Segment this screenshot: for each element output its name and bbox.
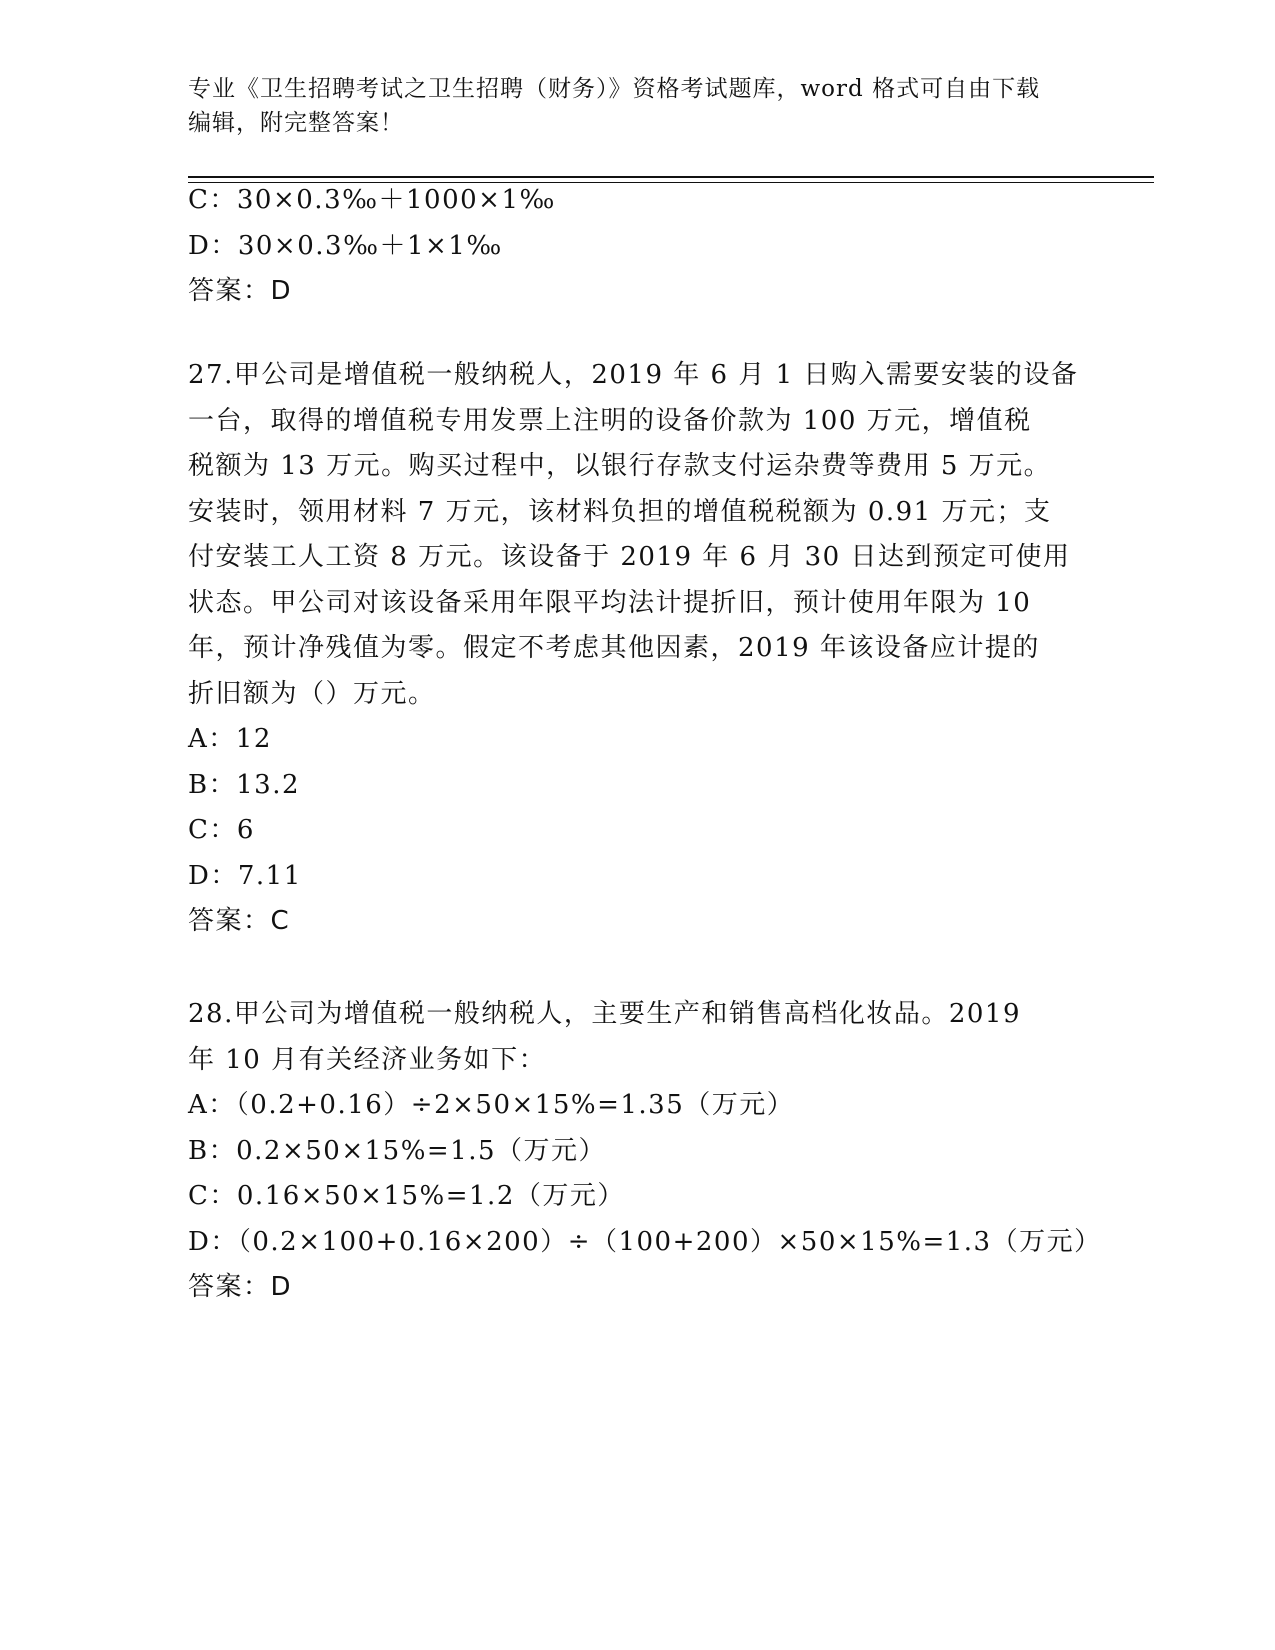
question-stem-line: 年，预计净残值为零。假定不考虑其他因素，2019 年该设备应计提的 [188,633,1040,663]
option-c: C：30×0.3‰＋1000×1‰ [188,185,556,215]
option-b: B：13.2 [188,769,300,800]
question-26-tail [188,178,1088,315]
header-line-2: 编辑，附完整答案！ [188,110,404,136]
question-stem-line: 付安装工人工资 8 万元。该设备于 2019 年 6 月 30 日达到预定可使用 [188,542,1071,572]
option-b: B：0.2×50×15%=1.5（万元） [188,1135,607,1166]
option-c: C：6 [188,815,255,845]
question-27 [188,353,1088,945]
option-d: D：（0.2×100+0.16×200）÷（100+200）×50×15%=1.3（万元） [188,1226,1102,1257]
answer-line: 答案：D [188,1272,293,1302]
document-header [188,72,1088,140]
answer-line: 答案：D [188,276,293,306]
option-d: D：30×0.3‰＋1×1‰ [188,230,503,261]
option-a: A：（0.2+0.16）÷2×50×15%=1.35（万元） [188,1090,795,1120]
question-stem-line: 状态。甲公司对该设备采用年限平均法计提折旧，预计使用年限为 10 [188,587,1032,618]
question-stem-line: 安装时，领用材料 7 万元，该材料负担的增值税税额为 0.91 万元；支 [188,496,1052,527]
option-d: D：7.11 [188,860,302,891]
answer-line: 答案：C [188,906,291,936]
question-28 [188,992,1102,1311]
question-stem-line: 一台，取得的增值税专用发票上注明的设备价款为 100 万元，增值税 [188,405,1032,436]
option-a: A：12 [188,724,272,754]
question-stem-line: 28.甲公司为增值税一般纳税人，主要生产和销售高档化妆品。2019 [188,999,1022,1029]
header-line-1: 专业《卫生招聘考试之卫生招聘（财务）》资格考试题库，word 格式可自由下载 [188,76,1041,102]
question-stem-line: 27.甲公司是增值税一般纳税人，2019 年 6 月 1 日购入需要安装的设备 [188,360,1079,390]
question-stem-line: 税额为 13 万元。购买过程中，以银行存款支付运杂费等费用 5 万元。 [188,451,1052,481]
question-stem-line: 折旧额为（）万元。 [188,678,436,709]
question-stem-line: 年 10 月有关经济业务如下： [188,1044,547,1075]
option-c: C：0.16×50×15%=1.2（万元） [188,1181,625,1211]
